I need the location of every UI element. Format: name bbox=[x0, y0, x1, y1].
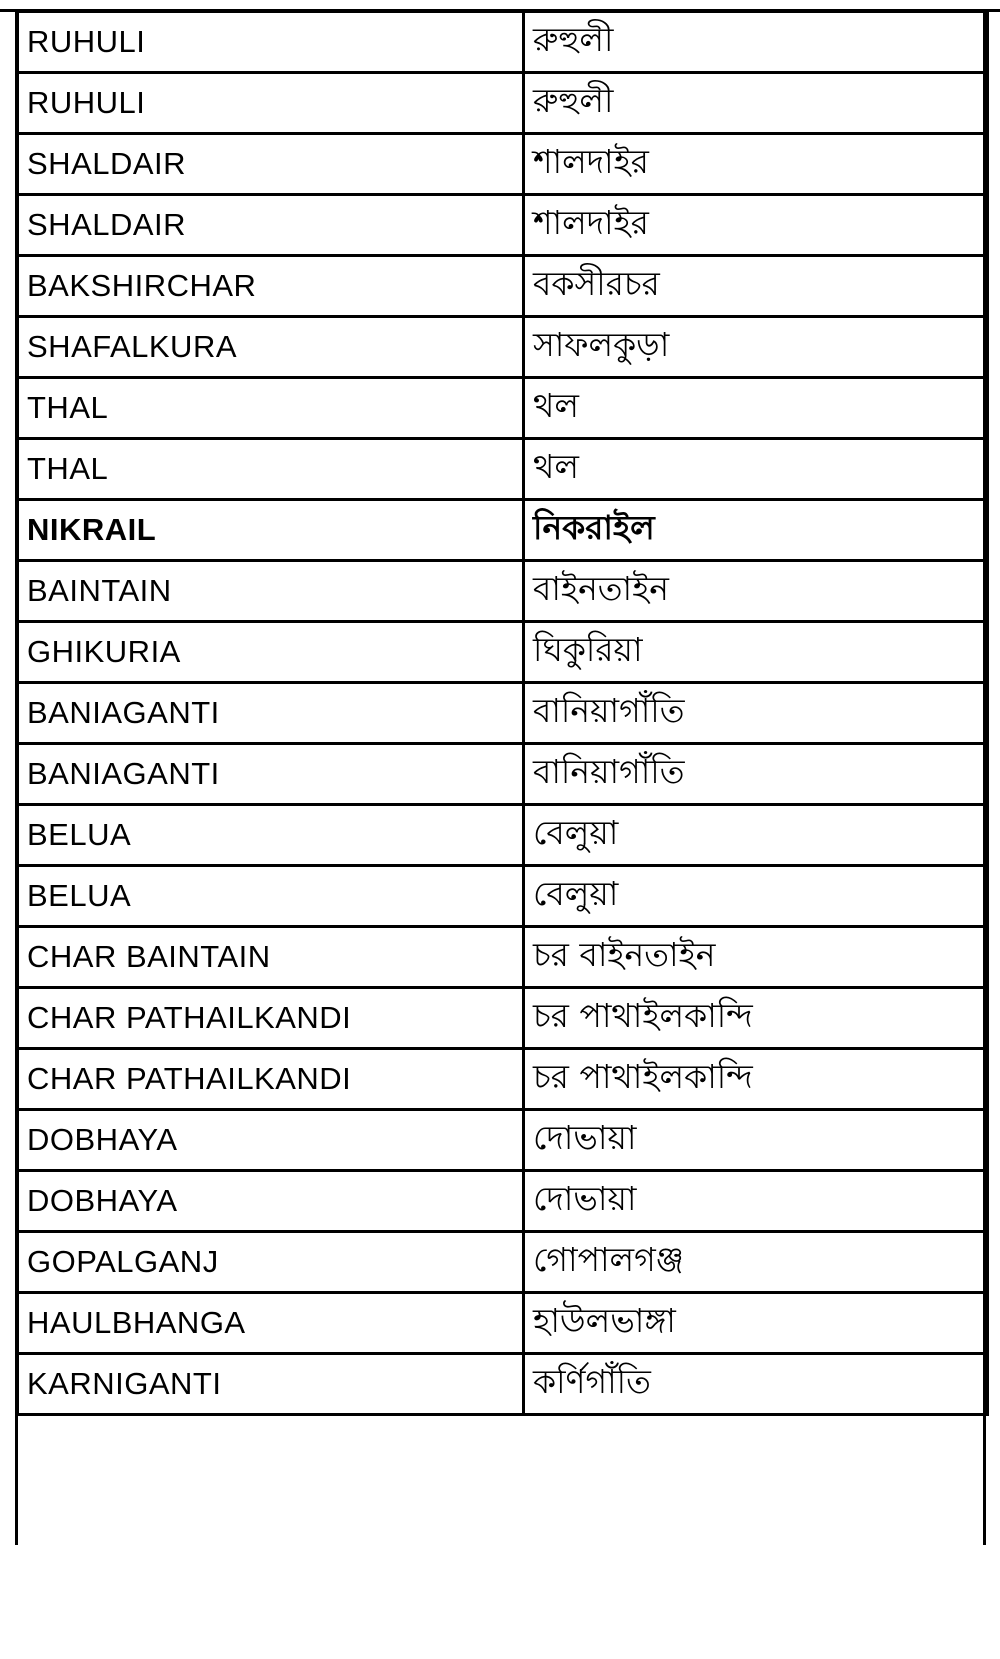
english-name-cell: CHAR PATHAILKANDI bbox=[18, 1049, 524, 1110]
bengali-name-cell: বানিয়াগাঁতি bbox=[524, 744, 988, 805]
bengali-name-cell: বাইনতাইন bbox=[524, 561, 988, 622]
bengali-name-cell: শালদাইর bbox=[524, 195, 988, 256]
table-row bbox=[18, 1110, 988, 1171]
english-name-cell: BAKSHIRCHAR bbox=[18, 256, 524, 317]
table-row bbox=[18, 1171, 988, 1232]
english-name-cell: SHALDAIR bbox=[18, 134, 524, 195]
bengali-name-cell: নিকরাইল bbox=[524, 500, 988, 561]
bengali-name-cell: দোভায়া bbox=[524, 1110, 988, 1171]
english-name-cell: SHALDAIR bbox=[18, 195, 524, 256]
table-row bbox=[18, 988, 988, 1049]
english-name-cell: GHIKURIA bbox=[18, 622, 524, 683]
table-row bbox=[18, 73, 988, 134]
english-name-cell: BANIAGANTI bbox=[18, 744, 524, 805]
bengali-name-cell: হাউলভাঙ্গা bbox=[524, 1293, 988, 1354]
english-name-cell: DOBHAYA bbox=[18, 1110, 524, 1171]
bengali-name-cell: কর্ণিগাঁতি bbox=[524, 1354, 988, 1415]
english-name-cell: RUHULI bbox=[18, 12, 524, 73]
bengali-name-cell: থল bbox=[524, 378, 988, 439]
bengali-name-cell: গোপালগঞ্জ bbox=[524, 1232, 988, 1293]
table-row bbox=[18, 378, 988, 439]
bengali-name-cell: রুহুলী bbox=[524, 73, 988, 134]
english-name-cell: DOBHAYA bbox=[18, 1171, 524, 1232]
table-body bbox=[18, 12, 988, 1415]
table-row bbox=[18, 561, 988, 622]
bengali-name-cell: রুহুলী bbox=[524, 12, 988, 73]
table-row bbox=[18, 134, 988, 195]
table-row bbox=[18, 195, 988, 256]
bengali-name-cell: বেলুয়া bbox=[524, 805, 988, 866]
bengali-name-cell: সাফলকুড়া bbox=[524, 317, 988, 378]
bengali-name-cell: দোভায়া bbox=[524, 1171, 988, 1232]
bengali-name-cell: শালদাইর bbox=[524, 134, 988, 195]
english-name-cell: RUHULI bbox=[18, 73, 524, 134]
bengali-name-cell: বানিয়াগাঁতি bbox=[524, 683, 988, 744]
table-row bbox=[18, 683, 988, 744]
table-row bbox=[18, 439, 988, 500]
bengali-name-cell: চর বাইনতাইন bbox=[524, 927, 988, 988]
table-row bbox=[18, 256, 988, 317]
bengali-name-cell: চর পাথাইলকান্দি bbox=[524, 1049, 988, 1110]
bengali-name-cell: বকসীরচর bbox=[524, 256, 988, 317]
english-name-cell: BAINTAIN bbox=[18, 561, 524, 622]
table-row bbox=[18, 317, 988, 378]
bengali-name-cell: ঘিকুরিয়া bbox=[524, 622, 988, 683]
table-row bbox=[18, 866, 988, 927]
english-name-cell: BANIAGANTI bbox=[18, 683, 524, 744]
english-name-cell: BELUA bbox=[18, 805, 524, 866]
table-row bbox=[18, 1293, 988, 1354]
english-name-cell: SHAFALKURA bbox=[18, 317, 524, 378]
bengali-name-cell: থল bbox=[524, 439, 988, 500]
english-name-cell: GOPALGANJ bbox=[18, 1232, 524, 1293]
table-row bbox=[18, 1232, 988, 1293]
bengali-name-cell: বেলুয়া bbox=[524, 866, 988, 927]
table-row bbox=[18, 1049, 988, 1110]
table-row bbox=[18, 500, 988, 561]
bengali-name-cell: চর পাথাইলকান্দি bbox=[524, 988, 988, 1049]
english-name-cell: CHAR BAINTAIN bbox=[18, 927, 524, 988]
english-name-cell: BELUA bbox=[18, 866, 524, 927]
english-name-cell: CHAR PATHAILKANDI bbox=[18, 988, 524, 1049]
place-names-table bbox=[16, 10, 989, 1416]
table-row bbox=[18, 622, 988, 683]
english-name-cell: NIKRAIL bbox=[18, 500, 524, 561]
table-row bbox=[18, 744, 988, 805]
english-name-cell: THAL bbox=[18, 439, 524, 500]
english-name-cell: KARNIGANTI bbox=[18, 1354, 524, 1415]
table-row bbox=[18, 805, 988, 866]
english-name-cell: THAL bbox=[18, 378, 524, 439]
english-name-cell: HAULBHANGA bbox=[18, 1293, 524, 1354]
table-row bbox=[18, 12, 988, 73]
table-row bbox=[18, 927, 988, 988]
table-row bbox=[18, 1354, 988, 1415]
